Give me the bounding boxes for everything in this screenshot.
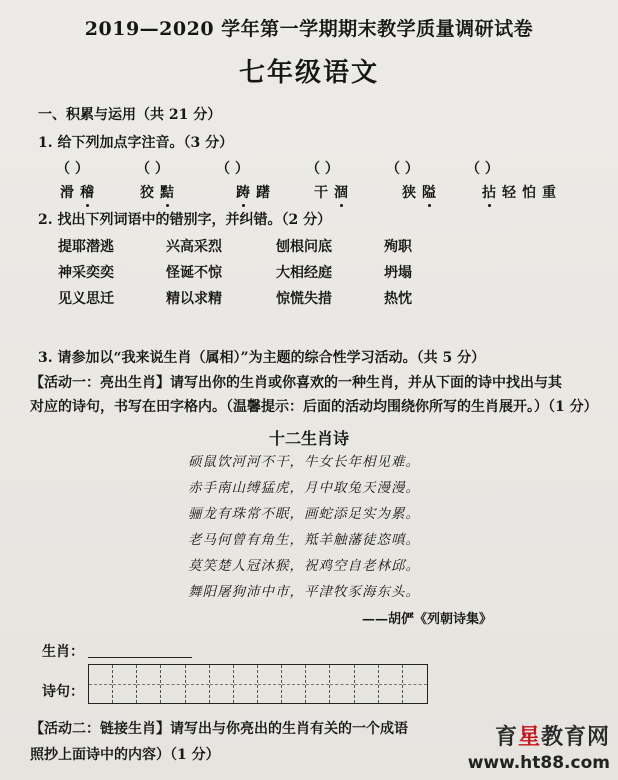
poem-line: 硕鼠饮河河不干，牛女长年相见难。 [188, 454, 420, 470]
question-1-prompt: 1. 给下列加点字注音。（3 分） [38, 135, 234, 151]
grid-cell[interactable] [186, 665, 210, 703]
pinyin-blank[interactable]: （ ） [306, 161, 339, 177]
word-item: 热忱 [384, 291, 412, 307]
poem-attribution: ——胡俨《列朝诗集》 [362, 612, 493, 627]
activity-2-instruction-cont: 照抄上面诗中的内容）（1 分） [30, 747, 220, 763]
pinyin-blank[interactable]: （ ） [466, 161, 499, 177]
dotted-word: 踌躇 [236, 185, 276, 201]
poem-line: 赤手南山缚猛虎，月中取兔天漫漫。 [188, 480, 420, 496]
grid-cell[interactable] [282, 665, 306, 703]
pinyin-blank[interactable]: （ ） [216, 161, 249, 177]
exam-title: 2019—2020 学年第一学期期末教学质量调研试卷 [84, 18, 534, 40]
question-2-prompt: 2. 找出下列词语中的错别字，并纠错。（2 分） [38, 212, 332, 228]
dotted-word: 干涸 [314, 185, 354, 201]
tianzige-writing-grid[interactable] [88, 664, 428, 704]
grid-cell[interactable] [330, 665, 354, 703]
word-item: 精以求精 [166, 291, 222, 307]
poem-line: 莫笑楚人冠沐猴，祝鸡空自老林邱。 [188, 558, 420, 574]
word-item: 提耶潜逃 [58, 239, 114, 255]
grid-cell[interactable] [210, 665, 234, 703]
grid-cell[interactable] [355, 665, 379, 703]
dotted-word: 滑稽 [60, 185, 100, 201]
section-heading: 一、积累与运用（共 21 分） [38, 107, 222, 123]
subject-title: 七年级语文 [238, 58, 379, 88]
question-3-prompt: 3. 请参加以“我来说生肖（属相）”为主题的综合性学习活动。（共 5 分） [38, 350, 486, 366]
grid-cell[interactable] [89, 665, 113, 703]
pinyin-blank[interactable]: （ ） [56, 161, 89, 177]
grid-cell[interactable] [137, 665, 161, 703]
dotted-word: 狡黠 [140, 185, 180, 201]
grid-cell[interactable] [161, 665, 185, 703]
activity-2-instruction: 【活动二：链接生肖】请写出与你亮出的生肖有关的一个成语 [30, 721, 408, 737]
site-watermark [420, 720, 610, 778]
pinyin-blank[interactable]: （ ） [136, 161, 169, 177]
word-item: 见义思迁 [58, 291, 114, 307]
poem-line-label: 诗句： [42, 684, 84, 700]
watermark-logo-text: 育星教育网 [494, 725, 610, 750]
word-item: 殉职 [384, 239, 412, 255]
word-item: 大相经庭 [276, 265, 332, 281]
grid-cell[interactable] [379, 665, 403, 703]
grid-cell[interactable] [258, 665, 282, 703]
grid-cell[interactable] [113, 665, 137, 703]
word-item: 神采奕奕 [58, 265, 114, 281]
dotted-word: 狭隘 [402, 185, 442, 201]
grid-cell[interactable] [234, 665, 258, 703]
watermark-url: www.ht88.com [467, 753, 610, 773]
poem-body [188, 450, 548, 606]
activity-1-instruction: 【活动一：亮出生肖】请写出你的生肖或你喜欢的一种生肖，并从下面的诗中找出与其 [30, 375, 562, 391]
pinyin-blank[interactable]: （ ） [386, 161, 419, 177]
poem-line: 骊龙有珠常不眠，画蛇添足实为累。 [188, 506, 420, 522]
zodiac-label: 生肖： [42, 644, 84, 660]
zodiac-answer-blank[interactable] [88, 657, 192, 658]
word-item: 怪诞不惊 [166, 265, 222, 281]
word-item: 刨根问底 [276, 239, 332, 255]
dotted-characters-row [48, 182, 608, 206]
dotted-word: 拈轻怕重 [482, 185, 562, 201]
poem-title: 十二生肖诗 [268, 429, 349, 448]
poem-line: 老马何曾有角生，羝羊触藩徒恣嗔。 [188, 532, 420, 548]
word-item: 惊慌失措 [276, 291, 332, 307]
grid-cell[interactable] [306, 665, 330, 703]
word-item: 兴高采烈 [166, 239, 222, 255]
grid-cell[interactable] [403, 665, 427, 703]
word-item: 坍塌 [384, 265, 412, 281]
pinyin-answer-row [48, 158, 608, 178]
poem-line: 舞阳屠狗沛中市，平津牧豕海东头。 [188, 584, 420, 600]
activity-1-instruction-cont: 对应的诗句，书写在田字格内。（温馨提示：后面的活动均围绕你所写的生肖展开。）（1 分） [30, 399, 598, 415]
